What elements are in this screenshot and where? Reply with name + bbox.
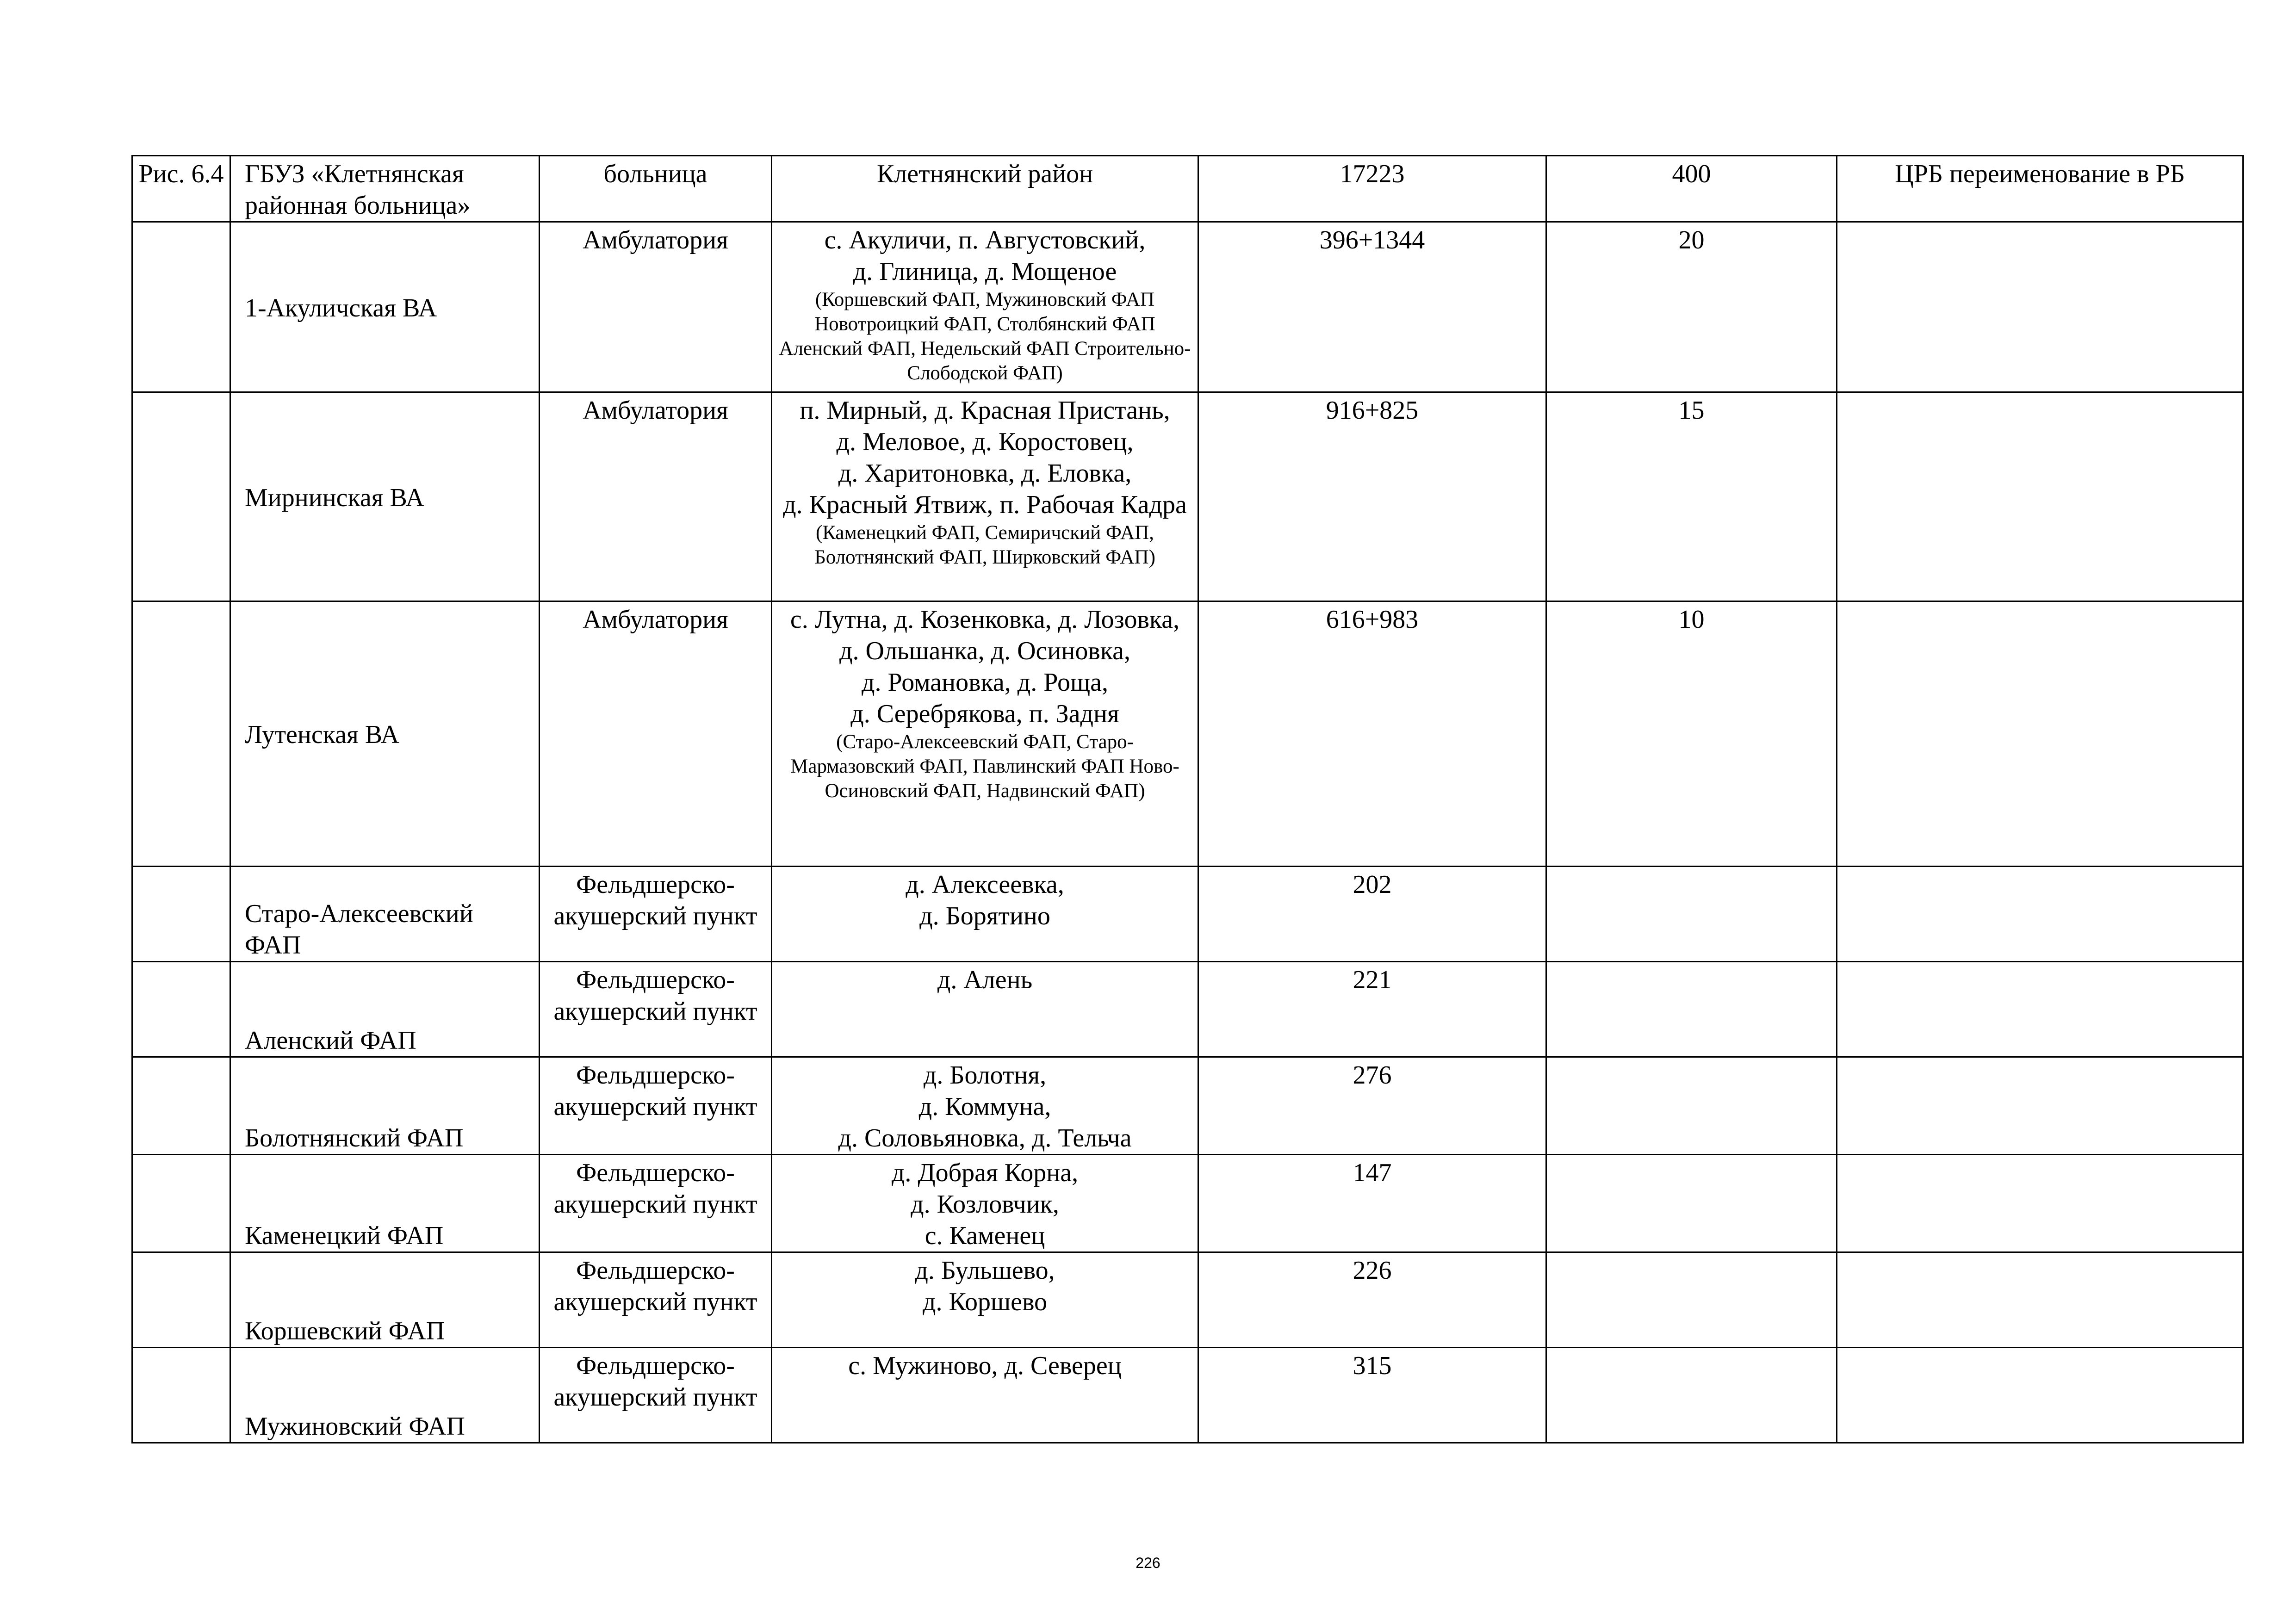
territory-line: с. Лутна, д. Козенковка, д. Лозовка, bbox=[790, 605, 1180, 634]
beds: 10 bbox=[1546, 601, 1837, 867]
notes bbox=[1837, 392, 2243, 601]
population: 221 bbox=[1198, 962, 1546, 1057]
facility-type: больница bbox=[540, 156, 772, 222]
facility-type: Фельдшерско-акушерский пункт bbox=[540, 1348, 772, 1443]
facility-name: 1-Акуличская ВА bbox=[230, 222, 540, 392]
facility-name: Коршевский ФАП bbox=[230, 1252, 540, 1348]
notes bbox=[1837, 1348, 2243, 1443]
population: 396+1344 bbox=[1198, 222, 1546, 392]
facility-name: ГБУЗ «Клетнянская районная больница» bbox=[230, 156, 540, 222]
beds: 15 bbox=[1546, 392, 1837, 601]
facility-name: Каменецкий ФАП bbox=[230, 1155, 540, 1252]
table-row bbox=[132, 867, 2243, 962]
population: 147 bbox=[1198, 1155, 1546, 1252]
population: 315 bbox=[1198, 1348, 1546, 1443]
territory: Клетнянский район bbox=[772, 156, 1198, 222]
population: 17223 bbox=[1198, 156, 1546, 222]
territory bbox=[772, 1155, 1198, 1252]
facility-type: Фельдшерско-акушерский пункт bbox=[540, 1155, 772, 1252]
territory-line: д. Красный Ятвиж, п. Рабочая Кадра bbox=[783, 490, 1187, 519]
notes bbox=[1837, 962, 2243, 1057]
territory-line: д. Романовка, д. Роща, bbox=[862, 668, 1108, 697]
territory-note: (Старо-Алексеевский ФАП, Старо-Мармазовский ФАП, Павлинский ФАП Ново-Осиновский ФАП, Надвинский ФАП) bbox=[790, 731, 1179, 802]
notes bbox=[1837, 1155, 2243, 1252]
population: 202 bbox=[1198, 867, 1546, 962]
population: 916+825 bbox=[1198, 392, 1546, 601]
table-row bbox=[132, 601, 2243, 867]
territory bbox=[772, 1057, 1198, 1155]
facility-type: Фельдшерско-акушерский пункт bbox=[540, 1252, 772, 1348]
territory bbox=[772, 867, 1198, 962]
notes: ЦРБ переименование в РБ bbox=[1837, 156, 2243, 222]
table-row bbox=[132, 1155, 2243, 1252]
beds bbox=[1546, 1348, 1837, 1443]
figure-label bbox=[132, 392, 230, 601]
figure-label bbox=[132, 1348, 230, 1443]
figure-label: Рис. 6.4 bbox=[132, 156, 230, 222]
territory-line: д. Соловьяновка, д. Тельча bbox=[838, 1124, 1132, 1152]
table-row bbox=[132, 392, 2243, 601]
beds bbox=[1546, 1155, 1837, 1252]
territory-line: д. Ольшанка, д. Осиновка, bbox=[839, 637, 1130, 665]
territory-line: д. Алень bbox=[937, 966, 1033, 994]
territory bbox=[772, 1348, 1198, 1443]
population: 276 bbox=[1198, 1057, 1546, 1155]
territory bbox=[772, 962, 1198, 1057]
facility-type: Амбулатория bbox=[540, 222, 772, 392]
facility-type: Амбулатория bbox=[540, 392, 772, 601]
territory bbox=[772, 601, 1198, 867]
figure-label bbox=[132, 222, 230, 392]
population: 226 bbox=[1198, 1252, 1546, 1348]
notes bbox=[1837, 867, 2243, 962]
territory-line: д. Глиница, д. Мощеное bbox=[853, 257, 1117, 286]
notes bbox=[1837, 1057, 2243, 1155]
territory-line: д. Болотня, bbox=[923, 1061, 1047, 1090]
notes bbox=[1837, 1252, 2243, 1348]
facility-name: Мужиновский ФАП bbox=[230, 1348, 540, 1443]
territory-note: (Коршевский ФАП, Мужиновский ФАП Новотроицкий ФАП, Столбянский ФАП Аленский ФАП, Недельский ФАП Строительно-Слободской ФАП) bbox=[779, 289, 1191, 384]
territory bbox=[772, 222, 1198, 392]
table-body bbox=[132, 156, 2243, 1443]
territory-line: д. Харитоновка, д. Еловка, bbox=[838, 459, 1132, 488]
table-row bbox=[132, 962, 2243, 1057]
beds bbox=[1546, 1057, 1837, 1155]
territory-line: д. Добрая Корна, bbox=[891, 1158, 1079, 1187]
beds: 400 bbox=[1546, 156, 1837, 222]
territory-line: д. Коршево bbox=[922, 1288, 1048, 1316]
territory-line: д. Борятино bbox=[919, 902, 1050, 930]
table-row bbox=[132, 222, 2243, 392]
beds bbox=[1546, 962, 1837, 1057]
table-row-hospital bbox=[132, 156, 2243, 222]
facility-type: Фельдшерско-акушерский пункт bbox=[540, 1057, 772, 1155]
territory-line: с. Каменец bbox=[925, 1221, 1045, 1250]
figure-label bbox=[132, 601, 230, 867]
notes bbox=[1837, 222, 2243, 392]
territory-line: д. Козловчик, bbox=[911, 1190, 1059, 1219]
territory-line: д. Алексеевка, bbox=[906, 870, 1064, 899]
figure-label bbox=[132, 962, 230, 1057]
beds: 20 bbox=[1546, 222, 1837, 392]
figure-label bbox=[132, 1252, 230, 1348]
territory-line: д. Меловое, д. Коростовец, bbox=[836, 427, 1134, 456]
facilities-table bbox=[131, 155, 2244, 1443]
table-row bbox=[132, 1348, 2243, 1443]
figure-label bbox=[132, 1057, 230, 1155]
facility-name: Лутенская ВА bbox=[230, 601, 540, 867]
territory bbox=[772, 1252, 1198, 1348]
figure-label bbox=[132, 867, 230, 962]
table-row bbox=[132, 1252, 2243, 1348]
territory-line: д. Бульшево, bbox=[915, 1256, 1055, 1285]
territory-line: с. Мужиново, д. Северец bbox=[848, 1351, 1122, 1380]
facility-type: Фельдшерско-акушерский пункт bbox=[540, 867, 772, 962]
notes bbox=[1837, 601, 2243, 867]
facility-type: Амбулатория bbox=[540, 601, 772, 867]
beds bbox=[1546, 867, 1837, 962]
page-number: 226 bbox=[1136, 1555, 1160, 1571]
facility-type: Фельдшерско-акушерский пункт bbox=[540, 962, 772, 1057]
territory-line: д. Коммуна, bbox=[918, 1092, 1051, 1121]
figure-label bbox=[132, 1155, 230, 1252]
territory-line: д. Серебрякова, п. Задня bbox=[850, 700, 1119, 728]
territory-line: с. Акуличи, п. Августовский, bbox=[824, 226, 1146, 254]
table-row bbox=[132, 1057, 2243, 1155]
facility-name: Старо-Алексеевский ФАП bbox=[230, 867, 540, 962]
territory bbox=[772, 392, 1198, 601]
territory-line: п. Мирный, д. Красная Пристань, bbox=[800, 396, 1170, 425]
facility-name: Мирнинская ВА bbox=[230, 392, 540, 601]
territory-note: (Каменецкий ФАП, Семиричский ФАП, Болотнянский ФАП, Ширковский ФАП) bbox=[814, 522, 1155, 568]
facility-name: Аленский ФАП bbox=[230, 962, 540, 1057]
facility-name: Болотнянский ФАП bbox=[230, 1057, 540, 1155]
population: 616+983 bbox=[1198, 601, 1546, 867]
beds bbox=[1546, 1252, 1837, 1348]
